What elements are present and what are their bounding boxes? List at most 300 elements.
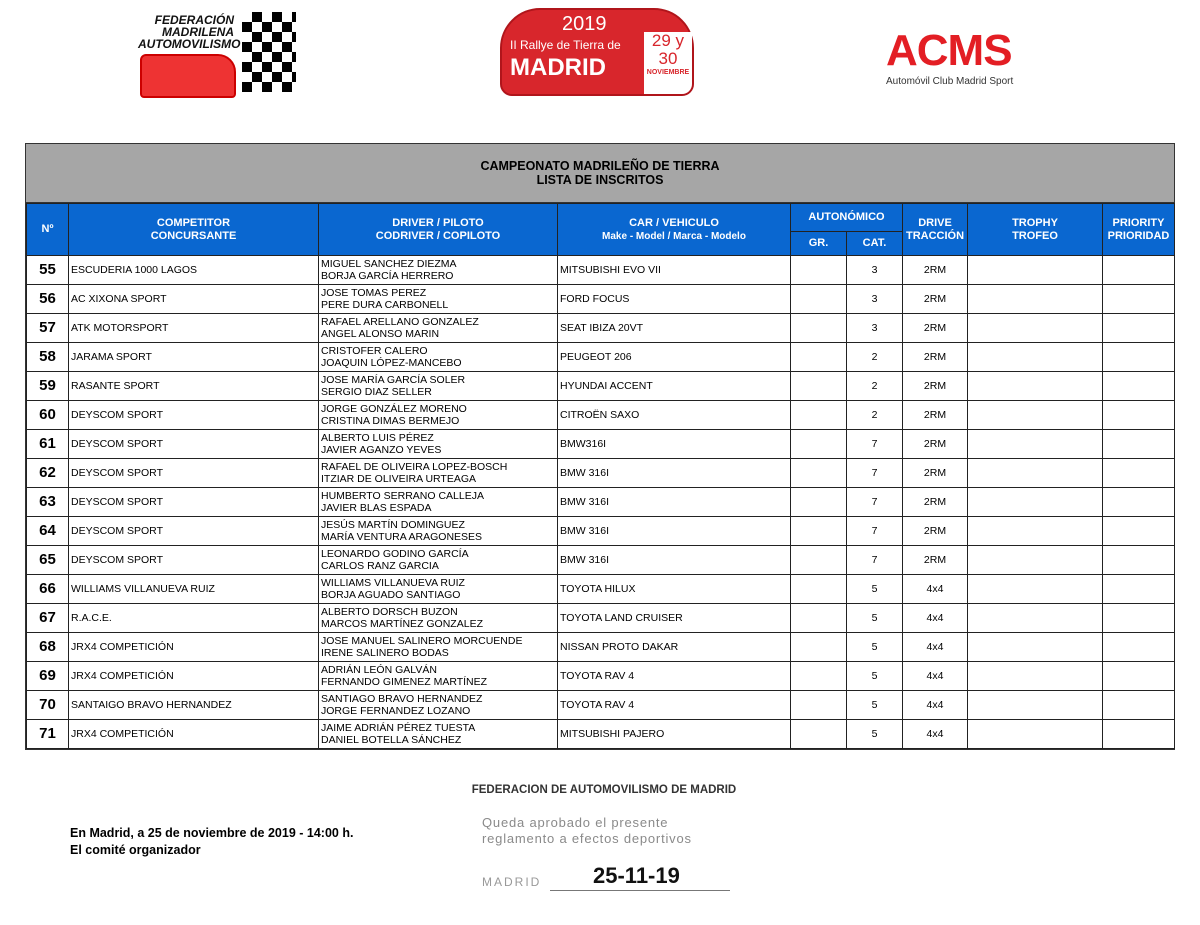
table-body xyxy=(27,256,1175,749)
cell-priority xyxy=(1103,604,1175,633)
cell-competitor xyxy=(69,314,319,343)
cell-number xyxy=(27,633,69,662)
drive-value: 4x4 xyxy=(926,640,944,653)
cell-priority xyxy=(1103,314,1175,343)
cell-competitor xyxy=(69,372,319,401)
acms-subtitle: Automóvil Club Madrid Sport xyxy=(886,76,1014,87)
cell-priority xyxy=(1103,517,1175,546)
drive-value: 4x4 xyxy=(926,669,944,682)
car-model: TOYOTA RAV 4 xyxy=(560,698,635,711)
cell-drive xyxy=(903,662,968,691)
cell-cat xyxy=(847,372,903,401)
driver-name: WILLIAMS VILLANUEVA RUIZ xyxy=(321,576,465,589)
codriver-name: MARCOS MARTÍNEZ GONZALEZ xyxy=(321,618,483,630)
cell-cat xyxy=(847,720,903,749)
stamp-line-2: reglamento a efectos deportivos xyxy=(482,831,692,846)
car-model: BMW 316I xyxy=(560,524,610,537)
competitor-name: DEYSCOM SPORT xyxy=(71,553,163,566)
cell-trophy xyxy=(968,430,1103,459)
entry-number: 57 xyxy=(39,318,56,336)
cell-number xyxy=(27,343,69,372)
header-priority-en: PRIORITY xyxy=(1112,216,1165,229)
car-model: HYUNDAI ACCENT xyxy=(560,379,653,392)
codriver-name: JORGE FERNANDEZ LOZANO xyxy=(321,705,471,717)
cell-drive xyxy=(903,256,968,285)
table-row xyxy=(27,517,1175,546)
codriver-name: JAVIER AGANZO YEVES xyxy=(321,444,442,456)
entry-number: 58 xyxy=(39,347,56,365)
codriver-name: FERNANDO GIMENEZ MARTÍNEZ xyxy=(321,676,488,688)
table-row xyxy=(27,488,1175,517)
car-model: PEUGEOT 206 xyxy=(560,350,632,363)
cell-gr xyxy=(791,314,847,343)
competitor-name: JRX4 COMPETICIÓN xyxy=(71,669,174,682)
header-competitor-es: CONCURSANTE xyxy=(150,229,237,242)
cell-car xyxy=(558,430,791,459)
acms-logo-text: ACMS xyxy=(886,26,1012,75)
cell-priority xyxy=(1103,488,1175,517)
drive-value: 2RM xyxy=(923,350,947,363)
entry-number: 61 xyxy=(39,434,56,452)
entry-number: 64 xyxy=(39,521,56,539)
cell-drive xyxy=(903,343,968,372)
checkered-flag-icon xyxy=(242,12,296,92)
cell-car xyxy=(558,633,791,662)
competitor-name: ESCUDERIA 1000 LAGOS xyxy=(71,263,198,276)
car-model: BMW316I xyxy=(560,437,607,450)
stamp-underline xyxy=(550,890,730,891)
codriver-name: IRENE SALINERO BODAS xyxy=(321,647,449,659)
cell-priority xyxy=(1103,459,1175,488)
stamp-line-1: Queda aprobado el presente xyxy=(482,815,669,830)
category-value: 3 xyxy=(871,263,878,276)
table-row xyxy=(27,604,1175,633)
car-model: SEAT IBIZA 20VT xyxy=(560,321,644,334)
entry-number: 71 xyxy=(39,724,56,742)
drive-value: 2RM xyxy=(923,408,947,421)
entry-number: 56 xyxy=(39,289,56,307)
car-model: BMW 316I xyxy=(560,495,610,508)
federacion-madrilena-logo xyxy=(138,12,298,96)
competitor-name: JRX4 COMPETICIÓN xyxy=(71,640,174,653)
cell-trophy xyxy=(968,517,1103,546)
cell-gr xyxy=(791,517,847,546)
entry-number: 62 xyxy=(39,463,56,481)
rally-logo xyxy=(500,8,694,96)
cell-gr xyxy=(791,546,847,575)
cell-drive xyxy=(903,575,968,604)
competitor-name: RASANTE SPORT xyxy=(71,379,160,392)
cell-number xyxy=(27,517,69,546)
cell-drive xyxy=(903,691,968,720)
header-priority-es: PRIORIDAD xyxy=(1107,229,1170,242)
table-header xyxy=(27,204,1175,256)
codriver-name: MARÍA VENTURA ARAGONESES xyxy=(321,531,483,543)
cell-cat xyxy=(847,256,903,285)
cell-trophy xyxy=(968,256,1103,285)
table-row xyxy=(27,401,1175,430)
header-codriver: CODRIVER / COPILOTO xyxy=(375,229,501,242)
cell-gr xyxy=(791,459,847,488)
header-driver-en: DRIVER / PILOTO xyxy=(392,216,484,229)
stamp-date: 25-11-19 xyxy=(593,863,680,888)
header-car xyxy=(558,204,791,256)
entry-list-table xyxy=(25,143,1175,750)
cell-crew xyxy=(319,401,558,430)
cell-crew xyxy=(319,517,558,546)
cell-cat xyxy=(847,546,903,575)
cell-cat xyxy=(847,575,903,604)
cell-crew xyxy=(319,633,558,662)
car-model: CITROËN SAXO xyxy=(560,408,640,421)
cell-gr xyxy=(791,575,847,604)
table-row xyxy=(27,691,1175,720)
cell-gr xyxy=(791,256,847,285)
cell-priority xyxy=(1103,285,1175,314)
cell-cat xyxy=(847,604,903,633)
competitor-name: DEYSCOM SPORT xyxy=(71,495,163,508)
drive-value: 2RM xyxy=(923,466,947,479)
stamp-place: MADRID xyxy=(482,875,542,889)
cell-cat xyxy=(847,459,903,488)
cell-car xyxy=(558,662,791,691)
car-model: MITSUBISHI PAJERO xyxy=(560,727,665,740)
cell-number xyxy=(27,372,69,401)
cell-number xyxy=(27,720,69,749)
table-row xyxy=(27,720,1175,749)
category-value: 7 xyxy=(871,553,878,566)
cell-gr xyxy=(791,430,847,459)
cell-trophy xyxy=(968,401,1103,430)
cell-cat xyxy=(847,401,903,430)
driver-name: SANTIAGO BRAVO HERNANDEZ xyxy=(321,692,483,705)
cell-priority xyxy=(1103,430,1175,459)
cell-car xyxy=(558,691,791,720)
acms-logo xyxy=(886,26,1056,92)
cell-drive xyxy=(903,459,968,488)
footer-date-line: En Madrid, a 25 de noviembre de 2019 - 14:00 h. xyxy=(70,826,354,840)
table-row xyxy=(27,662,1175,691)
category-value: 2 xyxy=(871,379,878,392)
cell-cat xyxy=(847,285,903,314)
cell-priority xyxy=(1103,372,1175,401)
codriver-name: ANGEL ALONSO MARIN xyxy=(321,328,440,340)
drive-value: 4x4 xyxy=(926,727,944,740)
cell-number xyxy=(27,604,69,633)
competitor-name: DEYSCOM SPORT xyxy=(71,466,163,479)
rally-city: MADRID xyxy=(510,54,606,81)
table-row xyxy=(27,430,1175,459)
cell-competitor xyxy=(69,633,319,662)
cell-crew xyxy=(319,459,558,488)
cell-number xyxy=(27,430,69,459)
cell-car xyxy=(558,256,791,285)
cell-drive xyxy=(903,372,968,401)
cell-number xyxy=(27,285,69,314)
cell-trophy xyxy=(968,720,1103,749)
cell-cat xyxy=(847,314,903,343)
cell-number xyxy=(27,691,69,720)
entry-number: 68 xyxy=(39,637,56,655)
header-car-en: CAR / VEHICULO xyxy=(629,216,719,229)
cell-competitor xyxy=(69,720,319,749)
cell-car xyxy=(558,517,791,546)
competitor-name: JARAMA SPORT xyxy=(71,350,152,363)
cell-number xyxy=(27,662,69,691)
cell-crew xyxy=(319,430,558,459)
cell-priority xyxy=(1103,633,1175,662)
table-row xyxy=(27,256,1175,285)
codriver-name: CARLOS RANZ GARCIA xyxy=(321,560,439,572)
cell-priority xyxy=(1103,662,1175,691)
cell-drive xyxy=(903,285,968,314)
race-car-icon xyxy=(140,54,236,98)
cell-gr xyxy=(791,372,847,401)
category-value: 7 xyxy=(871,466,878,479)
cell-gr xyxy=(791,662,847,691)
drive-value: 2RM xyxy=(923,495,947,508)
competitor-name: DEYSCOM SPORT xyxy=(71,437,163,450)
driver-name: ALBERTO LUIS PÉREZ xyxy=(321,431,434,444)
cell-drive xyxy=(903,720,968,749)
cell-trophy xyxy=(968,633,1103,662)
table-row xyxy=(27,314,1175,343)
codriver-name: PERE DURA CARBONELL xyxy=(321,299,449,311)
driver-name: HUMBERTO SERRANO CALLEJA xyxy=(321,489,484,502)
cell-number xyxy=(27,401,69,430)
entry-number: 63 xyxy=(39,492,56,510)
cell-priority xyxy=(1103,546,1175,575)
cell-competitor xyxy=(69,401,319,430)
codriver-name: JAVIER BLAS ESPADA xyxy=(321,502,432,514)
car-model: BMW 316I xyxy=(560,466,610,479)
cell-trophy xyxy=(968,314,1103,343)
cell-trophy xyxy=(968,691,1103,720)
cell-cat xyxy=(847,488,903,517)
drive-value: 2RM xyxy=(923,263,947,276)
cell-number xyxy=(27,459,69,488)
cell-competitor xyxy=(69,575,319,604)
car-model: FORD FOCUS xyxy=(560,292,630,305)
header-trophy xyxy=(968,204,1103,256)
cell-drive xyxy=(903,517,968,546)
header-cat: CAT. xyxy=(847,232,903,256)
car-model: MITSUBISHI EVO VII xyxy=(560,263,661,276)
competitor-name: SANTAIGO BRAVO HERNANDEZ xyxy=(71,698,232,711)
cell-cat xyxy=(847,662,903,691)
driver-name: RAFAEL DE OLIVEIRA LOPEZ-BOSCH xyxy=(321,460,508,473)
cell-drive xyxy=(903,488,968,517)
cell-crew xyxy=(319,488,558,517)
cell-crew xyxy=(319,662,558,691)
federacion-logo-text: FEDERACIÓN MADRILENA AUTOMOVILISMO xyxy=(138,13,241,51)
competitor-name: ATK MOTORSPORT xyxy=(71,321,169,334)
cell-drive xyxy=(903,633,968,662)
cell-gr xyxy=(791,691,847,720)
cell-crew xyxy=(319,604,558,633)
header-priority xyxy=(1103,204,1175,256)
car-model: BMW 316I xyxy=(560,553,610,566)
cell-cat xyxy=(847,430,903,459)
entry-number: 66 xyxy=(39,579,56,597)
car-model: TOYOTA HILUX xyxy=(560,582,636,595)
driver-name: JAIME ADRIÁN PÉREZ TUESTA xyxy=(321,721,476,734)
cell-trophy xyxy=(968,285,1103,314)
category-value: 5 xyxy=(871,611,878,624)
header-competitor xyxy=(69,204,319,256)
cell-gr xyxy=(791,720,847,749)
table-row xyxy=(27,546,1175,575)
cell-trophy xyxy=(968,662,1103,691)
header-gr: GR. xyxy=(791,232,847,256)
cell-competitor xyxy=(69,691,319,720)
category-value: 7 xyxy=(871,437,878,450)
cell-cat xyxy=(847,633,903,662)
competitor-name: DEYSCOM SPORT xyxy=(71,524,163,537)
driver-name: ADRIÁN LEÓN GALVÁN xyxy=(321,663,437,676)
driver-name: JORGE GONZÁLEZ MORENO xyxy=(321,402,467,415)
car-model: NISSAN PROTO DAKAR xyxy=(560,640,679,653)
competitor-name: JRX4 COMPETICIÓN xyxy=(71,727,174,740)
cell-competitor xyxy=(69,488,319,517)
entry-number: 67 xyxy=(39,608,56,626)
entry-number: 69 xyxy=(39,666,56,684)
codriver-name: CRISTINA DIMAS BERMEJO xyxy=(321,415,460,427)
competitor-name: AC XIXONA SPORT xyxy=(71,292,167,305)
cell-crew xyxy=(319,285,558,314)
table-row xyxy=(27,343,1175,372)
cell-trophy xyxy=(968,604,1103,633)
cell-priority xyxy=(1103,256,1175,285)
cell-gr xyxy=(791,604,847,633)
cell-drive xyxy=(903,314,968,343)
cell-crew xyxy=(319,575,558,604)
table-row xyxy=(27,459,1175,488)
cell-crew xyxy=(319,256,558,285)
cell-trophy xyxy=(968,372,1103,401)
cell-number xyxy=(27,575,69,604)
cell-drive xyxy=(903,546,968,575)
drive-value: 2RM xyxy=(923,553,947,566)
header-trophy-es: TROFEO xyxy=(1012,229,1058,242)
cell-car xyxy=(558,488,791,517)
driver-name: ALBERTO DORSCH BUZON xyxy=(321,605,458,618)
header-competitor-en: COMPETITOR xyxy=(156,216,231,229)
cell-car xyxy=(558,459,791,488)
entry-number: 59 xyxy=(39,376,56,394)
cell-gr xyxy=(791,633,847,662)
cell-priority xyxy=(1103,691,1175,720)
header-drive xyxy=(903,204,968,256)
cell-competitor xyxy=(69,662,319,691)
cell-competitor xyxy=(69,517,319,546)
cell-priority xyxy=(1103,720,1175,749)
table-row xyxy=(27,372,1175,401)
header-drive-es: TRACCIÓN xyxy=(905,229,965,242)
footer xyxy=(70,825,353,859)
category-value: 3 xyxy=(871,321,878,334)
header-trophy-en: TROPHY xyxy=(1012,216,1058,229)
cell-cat xyxy=(847,517,903,546)
cell-car xyxy=(558,285,791,314)
rally-dates-text: 29 y 30 xyxy=(651,31,685,68)
car-model: TOYOTA RAV 4 xyxy=(560,669,635,682)
cell-car xyxy=(558,401,791,430)
cell-gr xyxy=(791,285,847,314)
driver-name: MIGUEL SANCHEZ DIEZMA xyxy=(321,257,457,270)
cell-car xyxy=(558,314,791,343)
rally-dates xyxy=(644,32,692,94)
cell-competitor xyxy=(69,546,319,575)
cell-crew xyxy=(319,691,558,720)
entry-number: 55 xyxy=(39,260,56,278)
drive-value: 2RM xyxy=(923,437,947,450)
table-row xyxy=(27,285,1175,314)
driver-name: CRISTOFER CALERO xyxy=(321,344,428,357)
cell-competitor xyxy=(69,256,319,285)
codriver-name: ITZIAR DE OLIVEIRA URTEAGA xyxy=(321,473,477,485)
category-value: 5 xyxy=(871,698,878,711)
approval-stamp xyxy=(468,783,740,895)
cell-number xyxy=(27,256,69,285)
drive-value: 2RM xyxy=(923,321,947,334)
cell-cat xyxy=(847,343,903,372)
cell-trophy xyxy=(968,546,1103,575)
drive-value: 4x4 xyxy=(926,698,944,711)
header-drive-en: DRIVE xyxy=(918,216,952,229)
codriver-name: DANIEL BOTELLA SÁNCHEZ xyxy=(321,734,462,746)
cell-cat xyxy=(847,691,903,720)
cell-car xyxy=(558,604,791,633)
category-value: 5 xyxy=(871,582,878,595)
cell-gr xyxy=(791,488,847,517)
cell-crew xyxy=(319,720,558,749)
drive-value: 2RM xyxy=(923,524,947,537)
cell-trophy xyxy=(968,459,1103,488)
entry-number: 70 xyxy=(39,695,56,713)
cell-crew xyxy=(319,372,558,401)
driver-name: LEONARDO GODINO GARCÍA xyxy=(321,547,469,560)
cell-competitor xyxy=(69,604,319,633)
driver-name: JOSE TOMAS PEREZ xyxy=(321,286,427,299)
cell-gr xyxy=(791,401,847,430)
cell-car xyxy=(558,720,791,749)
driver-name: RAFAEL ARELLANO GONZALEZ xyxy=(321,315,479,328)
footer-signature-line: El comité organizador xyxy=(70,843,201,857)
drive-value: 2RM xyxy=(923,292,947,305)
cell-drive xyxy=(903,401,968,430)
competitor-name: WILLIAMS VILLANUEVA RUIZ xyxy=(71,582,215,595)
cell-car xyxy=(558,575,791,604)
cell-car xyxy=(558,372,791,401)
category-value: 7 xyxy=(871,524,878,537)
cell-number xyxy=(27,546,69,575)
cell-competitor xyxy=(69,430,319,459)
rally-month: NOVIEMBRE xyxy=(646,69,690,76)
driver-name: JOSE MARÍA GARCÍA SOLER xyxy=(321,373,466,386)
codriver-name: BORJA GARCÍA HERRERO xyxy=(321,270,454,282)
cell-trophy xyxy=(968,343,1103,372)
cell-crew xyxy=(319,343,558,372)
rally-year: 2019 xyxy=(562,13,607,35)
list-title: LISTA DE INSCRITOS xyxy=(536,173,664,187)
codriver-name: JOAQUIN LÓPEZ-MANCEBO xyxy=(321,357,462,369)
drive-value: 4x4 xyxy=(926,582,944,595)
cell-trophy xyxy=(968,488,1103,517)
codriver-name: BORJA AGUADO SANTIAGO xyxy=(321,589,461,601)
cell-crew xyxy=(319,546,558,575)
drive-value: 2RM xyxy=(923,379,947,392)
